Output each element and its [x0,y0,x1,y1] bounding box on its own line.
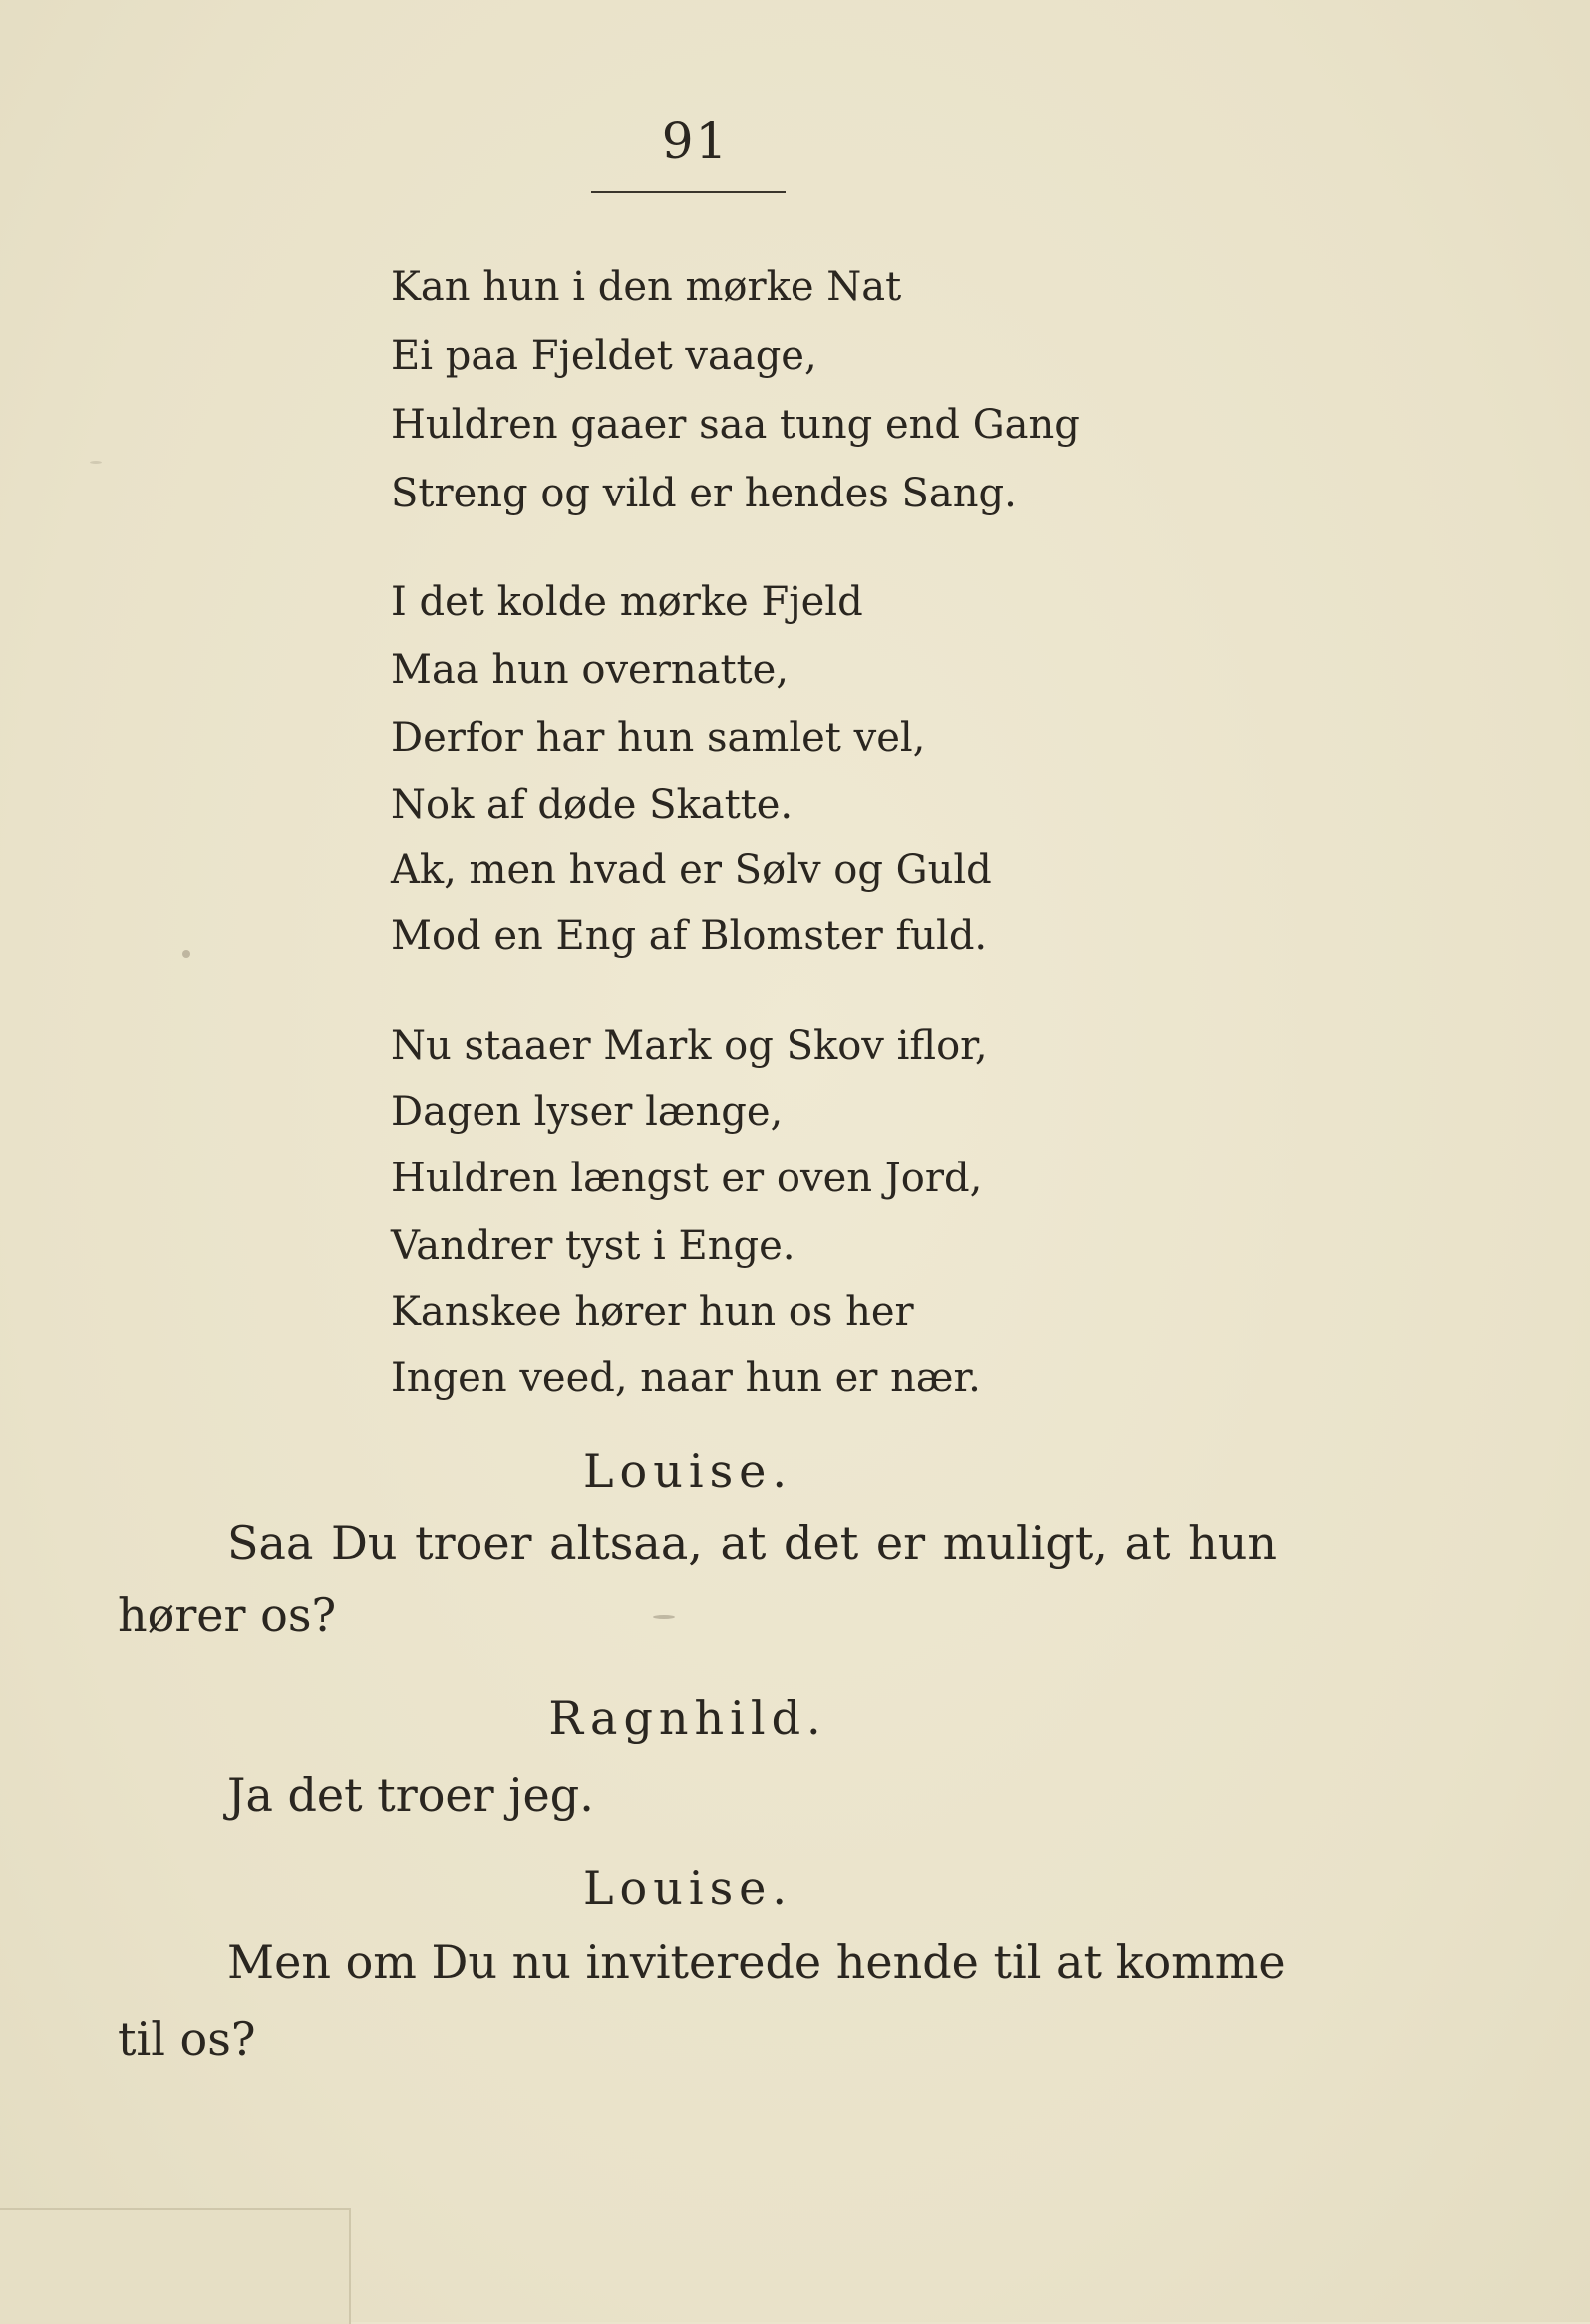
verse-line: Kan hun i den mørke Nat [391,264,902,310]
dialogue-line: Men om Du nu inviterede hende til at komme [227,1935,1286,1989]
verse-line: Huldren gaaer saa tung end Gang [391,402,1080,448]
verse-line: Kanskee hører hun os her [391,1289,914,1335]
verse-line: Ingen veed, naar hun er nær. [391,1355,981,1401]
header-rule [591,191,786,193]
page-edge [0,2208,351,2324]
ink-speck [182,950,190,958]
verse-line: Nok af døde Skatte. [391,782,794,828]
verse-line: Huldren længst er oven Jord, [391,1156,983,1201]
verse-line: Maa hun overnatte, [391,647,789,693]
verse-line: Mod en Eng af Blomster fuld. [391,913,988,959]
verse-line: Dagen lyser længe, [391,1089,784,1135]
verse-line: Nu staaer Mark og Skov iflor, [391,1023,988,1069]
verse-line: Ak, men hvad er Sølv og Guld [391,847,992,893]
ink-speck [653,1615,675,1619]
verse-line: Vandrer tyst i Enge. [391,1223,795,1269]
verse-line: Ei paa Fjeldet vaage, [391,333,817,379]
verse-line: Derfor har hun samlet vel, [391,715,926,761]
dialogue-line: til os? [118,2012,256,2066]
dialogue-line: Saa Du troer altsaa, at det er muligt, at hun [227,1516,1277,1570]
verse-line: Streng og vild er hendes Sang. [391,471,1017,516]
verse-line: I det kolde mørke Fjeld [391,579,863,625]
dialogue-line: hører os? [118,1588,337,1642]
ink-speck [90,461,102,464]
speaker-name: Ragnhild. [548,1691,827,1745]
page-number: 91 [661,112,730,169]
dialogue-line: Ja det troer jeg. [227,1768,594,1822]
speaker-name: Louise. [582,1861,794,1915]
speaker-name: Louise. [582,1444,794,1497]
